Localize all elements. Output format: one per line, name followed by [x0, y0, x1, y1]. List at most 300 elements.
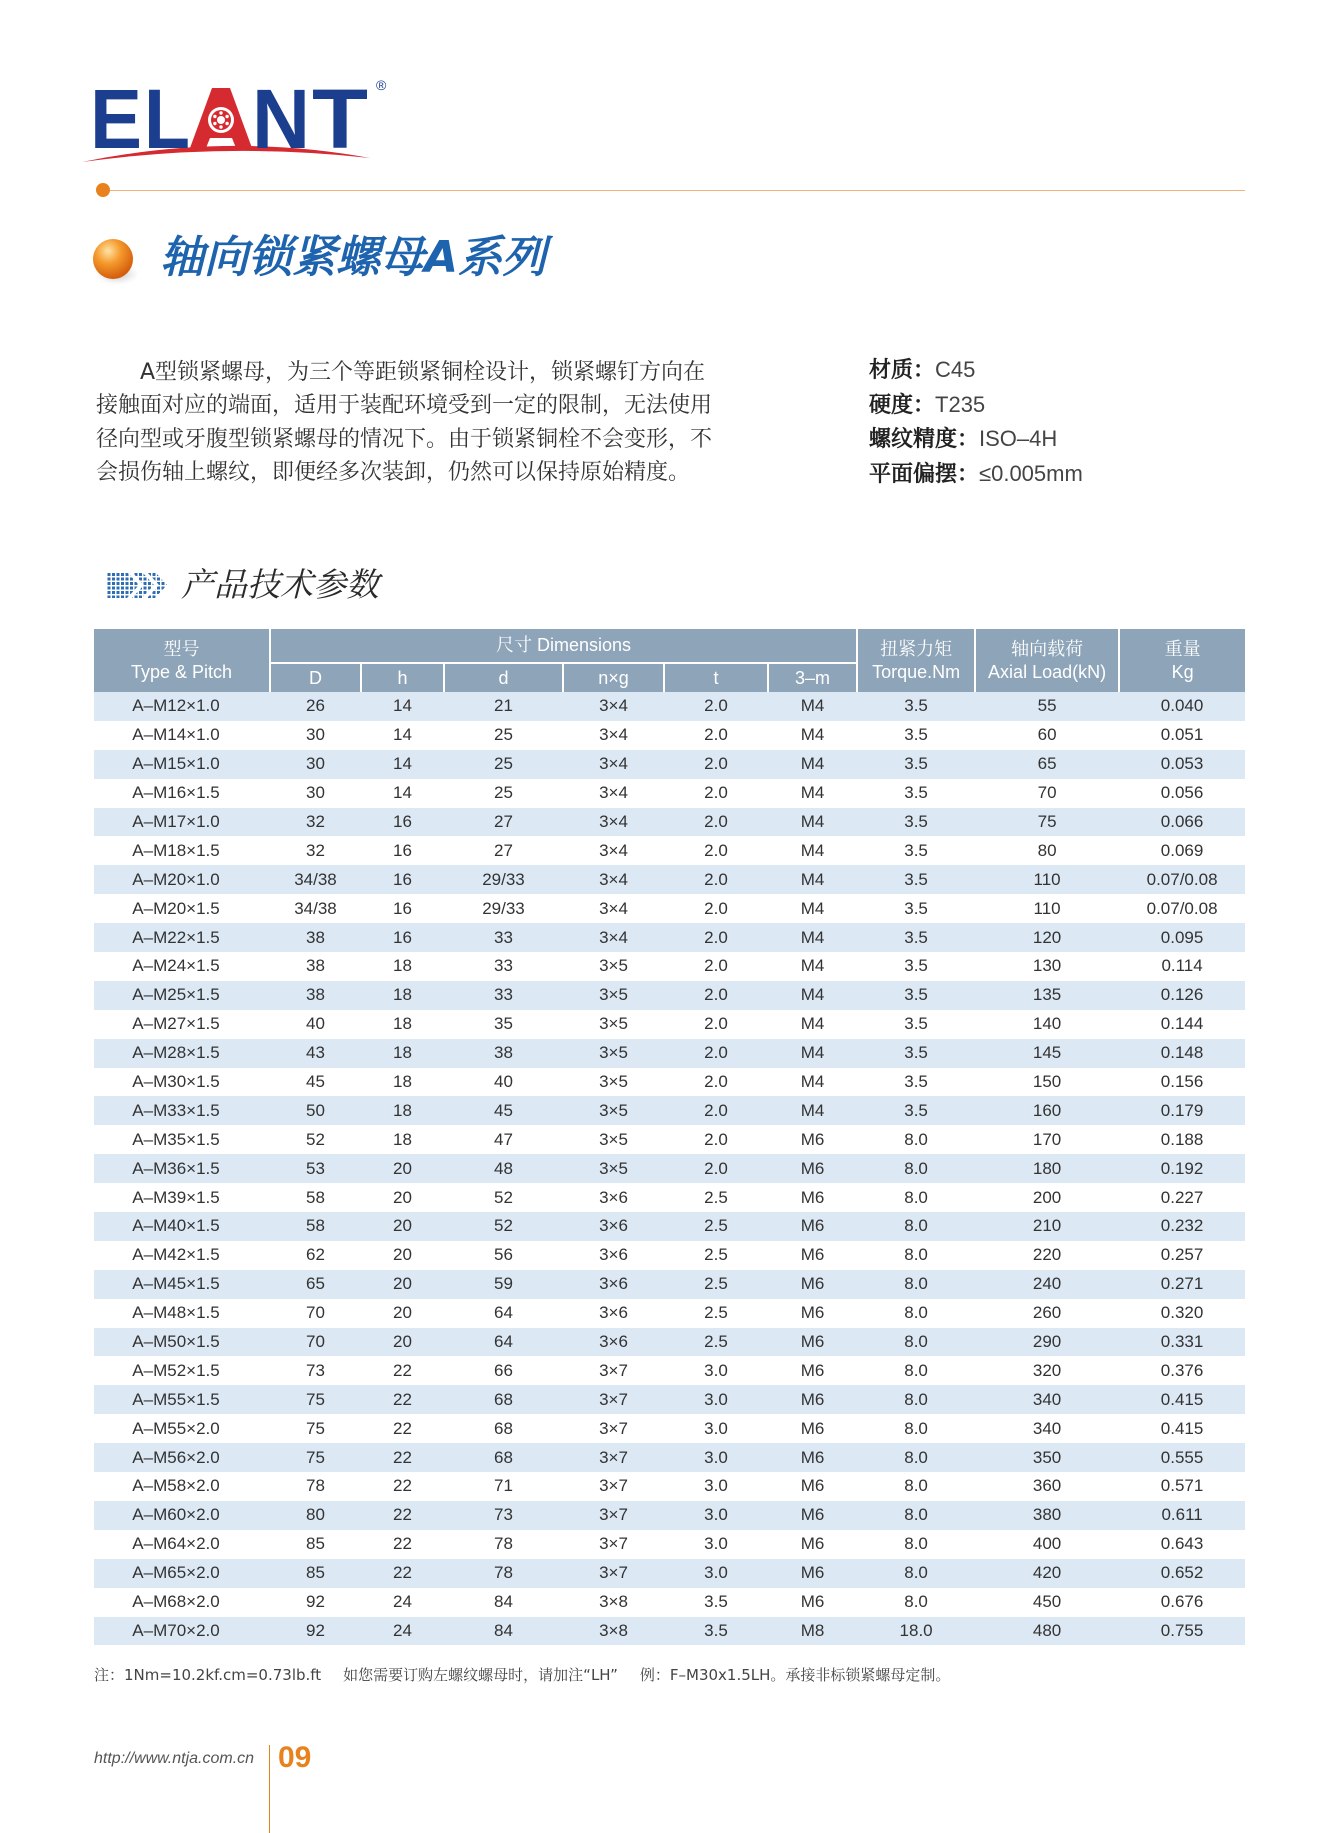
- cell-weight: 0.066: [1119, 808, 1245, 837]
- cell-t: 2.0: [664, 1096, 768, 1125]
- intro-line: A型锁紧螺母，为三个等距锁紧铜栓设计，锁紧螺钉方向在: [140, 360, 706, 385]
- cell-axial-load: 160: [975, 1096, 1119, 1125]
- cell-h: 20: [361, 1270, 444, 1299]
- cell-3m: M6: [768, 1559, 857, 1588]
- cell-weight: 0.179: [1119, 1096, 1245, 1125]
- subheader-t: t: [664, 663, 768, 692]
- cell-weight: 0.056: [1160, 783, 1204, 803]
- cell-torque: 18.0: [857, 1617, 975, 1646]
- cell-weight: 0.07/0.08: [1119, 865, 1245, 894]
- cell-d: 52: [444, 1212, 563, 1241]
- cell-D: 85: [270, 1559, 361, 1588]
- cell-d: 29/33: [444, 865, 563, 894]
- cell-h: 20: [361, 1154, 444, 1183]
- cell-torque: 3.5: [857, 923, 975, 952]
- cell-h: 22: [361, 1559, 444, 1588]
- table-row: [94, 1010, 1245, 1039]
- cell-3m: M6: [768, 1154, 857, 1183]
- cell-d: 78: [494, 1534, 513, 1554]
- cell-D: 62: [306, 1245, 325, 1265]
- cell-torque: 3.5: [904, 898, 928, 918]
- cell-type-pitch: A–M14×1.0: [132, 725, 220, 745]
- cell-axial-load: 340: [1032, 1418, 1062, 1438]
- cell-axial-load: 290: [975, 1328, 1119, 1357]
- cell-d: 56: [494, 1245, 513, 1265]
- cell-axial-load: 400: [1032, 1534, 1062, 1554]
- cell-3m: M6: [800, 1303, 825, 1323]
- table-row: [94, 1270, 1245, 1299]
- cell-axial-load: 140: [1032, 1014, 1062, 1034]
- cell-weight: 0.415: [1119, 1385, 1245, 1414]
- cell-axial-load: 240: [975, 1270, 1119, 1299]
- cell-D: 92: [306, 1592, 325, 1612]
- cell-nxg: 3×4: [599, 783, 628, 803]
- cell-d: 21: [444, 692, 563, 721]
- cell-type-pitch: A–M12×1.0: [94, 692, 270, 721]
- header-divider: [103, 190, 1245, 191]
- cell-t: 3.0: [664, 1443, 768, 1472]
- cell-t: 2.5: [704, 1303, 728, 1323]
- cell-weight: 0.755: [1119, 1617, 1245, 1646]
- spec-face-runout: [869, 457, 1083, 492]
- cell-axial-load: 320: [1032, 1360, 1062, 1380]
- cell-3m: M4: [768, 981, 857, 1010]
- footer-divider: [269, 1745, 270, 1833]
- cell-nxg: 3×8: [599, 1592, 628, 1612]
- cell-torque: 3.5: [857, 1039, 975, 1068]
- cell-weight: 0.126: [1119, 981, 1245, 1010]
- table-row: [94, 1328, 1245, 1357]
- cell-h: 24: [361, 1617, 444, 1646]
- cell-t: 2.0: [664, 808, 768, 837]
- cell-3m: M4: [800, 725, 825, 745]
- header-weight: [1119, 629, 1245, 692]
- cell-h: 14: [393, 783, 412, 803]
- subheader-nxg: n×g: [563, 663, 664, 692]
- cell-t: 3.0: [664, 1501, 768, 1530]
- cell-h: 22: [393, 1534, 412, 1554]
- table-row: [94, 894, 1245, 923]
- cell-t: 3.5: [664, 1617, 768, 1646]
- cell-h: 20: [361, 1328, 444, 1357]
- cell-t: 2.0: [704, 783, 728, 803]
- cell-type-pitch: A–M45×1.5: [94, 1270, 270, 1299]
- cell-type-pitch: A–M30×1.5: [132, 1072, 220, 1092]
- header-label-cn: 扭紧力矩: [880, 638, 953, 660]
- cell-3m: M4: [768, 865, 857, 894]
- cell-weight: 0.040: [1119, 692, 1245, 721]
- cell-t: 2.5: [664, 1328, 768, 1357]
- cell-3m: M4: [800, 783, 825, 803]
- cell-t: 2.0: [704, 1072, 728, 1092]
- cell-3m: M6: [800, 1245, 825, 1265]
- cell-nxg: 3×6: [563, 1270, 664, 1299]
- cell-t: 2.0: [704, 840, 728, 860]
- cell-torque: 8.0: [904, 1187, 928, 1207]
- cell-nxg: 3×6: [599, 1303, 628, 1323]
- cell-torque: 3.5: [857, 808, 975, 837]
- registered-mark: ®: [376, 77, 387, 93]
- cell-t: 3.0: [664, 1559, 768, 1588]
- divider-dot: [96, 183, 110, 197]
- cell-3m: M6: [800, 1418, 825, 1438]
- cell-D: 92: [270, 1617, 361, 1646]
- page-title: 轴向锁紧螺母A系列: [160, 232, 547, 283]
- cell-d: 73: [444, 1501, 563, 1530]
- cell-3m: M6: [800, 1534, 825, 1554]
- spec-value: ISO–4H: [979, 426, 1058, 452]
- header-axial-load: [975, 629, 1119, 692]
- table-row: [94, 952, 1245, 981]
- spec-hardness: [869, 388, 1083, 423]
- cell-nxg: 3×4: [563, 750, 664, 779]
- cell-nxg: 3×7: [563, 1385, 664, 1414]
- cell-t: 3.0: [704, 1360, 728, 1380]
- cell-d: 68: [444, 1443, 563, 1472]
- cell-type-pitch: A–M56×2.0: [94, 1443, 270, 1472]
- cell-torque: 3.5: [904, 956, 928, 976]
- cell-type-pitch: A–M48×1.5: [132, 1303, 220, 1323]
- header-label-cn: 型号: [163, 638, 200, 660]
- cell-D: 80: [270, 1501, 361, 1530]
- cell-D: 70: [306, 1303, 325, 1323]
- cell-nxg: 3×7: [563, 1443, 664, 1472]
- cell-type-pitch: A–M55×1.5: [94, 1385, 270, 1414]
- cell-h: 20: [393, 1245, 412, 1265]
- cell-h: 16: [361, 865, 444, 894]
- cell-3m: M8: [768, 1617, 857, 1646]
- cell-h: 16: [361, 808, 444, 837]
- cell-t: 2.0: [704, 956, 728, 976]
- title-bullet-icon: [86, 232, 142, 288]
- cell-d: 71: [494, 1476, 513, 1496]
- cell-D: 38: [270, 981, 361, 1010]
- cell-3m: M6: [768, 1443, 857, 1472]
- cell-t: 2.0: [664, 923, 768, 952]
- cell-nxg: 3×7: [563, 1501, 664, 1530]
- cell-type-pitch: A–M40×1.5: [94, 1212, 270, 1241]
- table-row: [94, 1154, 1245, 1183]
- table-row: [94, 1299, 1245, 1328]
- elant-logo: [78, 68, 398, 168]
- table-row: [94, 1385, 1245, 1414]
- cell-type-pitch: A–M20×1.0: [94, 865, 270, 894]
- section-title: 产品技术参数: [181, 565, 379, 604]
- cell-h: 14: [393, 725, 412, 745]
- cell-t: 2.0: [664, 750, 768, 779]
- cell-h: 24: [393, 1592, 412, 1612]
- cell-axial-load: 180: [975, 1154, 1119, 1183]
- cell-D: 30: [306, 783, 325, 803]
- cell-type-pitch: A–M64×2.0: [132, 1534, 220, 1554]
- cell-nxg: 3×7: [599, 1360, 628, 1380]
- cell-D: 38: [270, 923, 361, 952]
- cell-weight: 0.571: [1160, 1476, 1204, 1496]
- spec-thread-precision: [869, 422, 1083, 457]
- logo-letter-n: N: [252, 72, 310, 166]
- cell-nxg: 3×4: [563, 865, 664, 894]
- cell-nxg: 3×7: [599, 1476, 628, 1496]
- cell-t: 2.0: [664, 1154, 768, 1183]
- subheader-h: h: [361, 663, 444, 692]
- table-row: [94, 1096, 1245, 1125]
- cell-weight: 0.095: [1119, 923, 1245, 952]
- cell-3m: M4: [800, 1072, 825, 1092]
- cell-h: 18: [393, 1072, 412, 1092]
- header-label-cn: 轴向载荷: [1011, 638, 1084, 660]
- header-label-en: Torque.Nm: [872, 661, 961, 682]
- table-row: [94, 1443, 1245, 1472]
- cell-type-pitch: A–M52×1.5: [132, 1360, 220, 1380]
- cell-torque: 8.0: [904, 1534, 928, 1554]
- table-row: [94, 1588, 1245, 1617]
- cell-axial-load: 450: [1032, 1592, 1062, 1612]
- cell-3m: M4: [800, 1014, 825, 1034]
- cell-axial-load: 420: [975, 1559, 1119, 1588]
- cell-d: 66: [494, 1360, 513, 1380]
- cell-torque: 8.0: [904, 1418, 928, 1438]
- cell-type-pitch: A–M39×1.5: [132, 1187, 220, 1207]
- cell-type-pitch: A–M68×2.0: [132, 1592, 220, 1612]
- cell-d: 64: [494, 1303, 513, 1323]
- table-row: [94, 1530, 1245, 1559]
- cell-torque: 8.0: [904, 1360, 928, 1380]
- cell-h: 22: [361, 1443, 444, 1472]
- cell-weight: 0.232: [1119, 1212, 1245, 1241]
- cell-D: 75: [270, 1385, 361, 1414]
- cell-weight: 0.148: [1119, 1039, 1245, 1068]
- cell-nxg: 3×7: [599, 1418, 628, 1438]
- cell-nxg: 3×4: [599, 898, 628, 918]
- cell-h: 18: [393, 1014, 412, 1034]
- cell-t: 3.0: [664, 1385, 768, 1414]
- cell-nxg: 3×6: [599, 1187, 628, 1207]
- cell-torque: 3.5: [857, 981, 975, 1010]
- cell-t: 2.5: [664, 1212, 768, 1241]
- table-row: [94, 1559, 1245, 1588]
- table-row: [94, 1039, 1245, 1068]
- cell-nxg: 3×5: [599, 1014, 628, 1034]
- cell-d: 40: [494, 1072, 513, 1092]
- cell-t: 2.0: [704, 1014, 728, 1034]
- cell-D: 40: [306, 1014, 325, 1034]
- table-row: [94, 1472, 1245, 1501]
- cell-nxg: 3×5: [599, 1129, 628, 1149]
- header-label-cn: 重量: [1164, 638, 1201, 660]
- subheader-D: D: [270, 663, 361, 692]
- footnote-left-thread: 如您需要订购左螺纹螺母时，请加注“LH”: [343, 1666, 618, 1684]
- cell-d: 25: [444, 750, 563, 779]
- logo-letter-l: L: [144, 72, 190, 166]
- cell-nxg: 3×8: [563, 1617, 664, 1646]
- table-row: [94, 692, 1245, 721]
- header-label-en: Kg: [1171, 661, 1194, 682]
- cell-weight: 0.156: [1160, 1072, 1204, 1092]
- cell-t: 2.5: [704, 1187, 728, 1207]
- table-row: [94, 1241, 1245, 1270]
- intro-line: 径向型或牙腹型锁紧螺母的情况下。由于锁紧铜栓不会变形，不: [96, 426, 713, 452]
- cell-d: 47: [494, 1129, 513, 1149]
- cell-weight: 0.051: [1160, 725, 1204, 745]
- cell-torque: 8.0: [857, 1385, 975, 1414]
- cell-weight: 0.053: [1119, 750, 1245, 779]
- cell-torque: 8.0: [857, 1270, 975, 1299]
- footnote: [94, 1664, 972, 1686]
- table-row: [94, 750, 1245, 779]
- cell-d: 38: [444, 1039, 563, 1068]
- cell-D: 85: [306, 1534, 325, 1554]
- table-row: [94, 779, 1245, 808]
- cell-3m: M4: [768, 1039, 857, 1068]
- cell-h: 18: [361, 1096, 444, 1125]
- cell-3m: M4: [800, 840, 825, 860]
- cell-type-pitch: A–M22×1.5: [94, 923, 270, 952]
- table-row: [94, 981, 1245, 1010]
- cell-3m: M6: [800, 1360, 825, 1380]
- header-type-pitch: [94, 629, 270, 692]
- header-torque: [857, 629, 975, 692]
- cell-type-pitch: A–M17×1.0: [94, 808, 270, 837]
- table-header-row: [94, 629, 1245, 663]
- cell-3m: M6: [800, 1187, 825, 1207]
- cell-D: 75: [270, 1443, 361, 1472]
- cell-type-pitch: A–M50×1.5: [94, 1328, 270, 1357]
- cell-torque: 3.5: [904, 840, 928, 860]
- spec-label: 材质：: [869, 358, 936, 383]
- cell-weight: 0.331: [1119, 1328, 1245, 1357]
- header-label-en: Axial Load(kN): [988, 661, 1107, 682]
- cell-type-pitch: A–M15×1.0: [94, 750, 270, 779]
- intro-line: 接触面对应的端面，适用于装配环境受到一定的限制，无法使用: [96, 393, 713, 419]
- table-row: [94, 1356, 1245, 1385]
- cell-weight: 0.188: [1160, 1129, 1204, 1149]
- cell-t: 3.0: [704, 1418, 728, 1438]
- cell-axial-load: 220: [1032, 1245, 1062, 1265]
- cell-D: 32: [270, 808, 361, 837]
- cell-h: 22: [361, 1501, 444, 1530]
- cell-nxg: 3×7: [563, 1559, 664, 1588]
- cell-nxg: 3×4: [563, 808, 664, 837]
- cell-type-pitch: A–M24×1.5: [132, 956, 220, 976]
- cell-D: 43: [270, 1039, 361, 1068]
- header-label-en: Type & Pitch: [130, 661, 233, 682]
- cell-weight: 0.652: [1119, 1559, 1245, 1588]
- cell-axial-load: 130: [1032, 956, 1062, 976]
- cell-weight: 0.257: [1160, 1245, 1204, 1265]
- cell-h: 22: [361, 1385, 444, 1414]
- cell-d: 33: [494, 956, 513, 976]
- cell-h: 16: [361, 923, 444, 952]
- cell-d: 33: [444, 923, 563, 952]
- cell-axial-load: 80: [1037, 840, 1057, 860]
- cell-axial-load: 260: [1032, 1303, 1062, 1323]
- table-body: [94, 692, 1245, 1645]
- cell-axial-load: 480: [975, 1617, 1119, 1646]
- cell-D: 38: [306, 956, 325, 976]
- cell-axial-load: 350: [975, 1443, 1119, 1472]
- cell-torque: 3.5: [857, 865, 975, 894]
- cell-torque: 8.0: [857, 1212, 975, 1241]
- cell-d: 29/33: [482, 898, 525, 918]
- cell-torque: 3.5: [904, 725, 928, 745]
- cell-d: 78: [444, 1559, 563, 1588]
- cell-D: 78: [306, 1476, 325, 1496]
- cell-nxg: 3×5: [599, 956, 628, 976]
- table-row: [94, 721, 1245, 750]
- double-arrow-icon: [107, 568, 169, 602]
- table-row: [94, 808, 1245, 837]
- cell-D: 26: [270, 692, 361, 721]
- cell-h: 18: [361, 1039, 444, 1068]
- material-specs: [869, 353, 1083, 491]
- cell-type-pitch: A–M25×1.5: [94, 981, 270, 1010]
- cell-t: 2.0: [664, 1039, 768, 1068]
- cell-torque: 8.0: [904, 1129, 928, 1149]
- cell-axial-load: 340: [975, 1385, 1119, 1414]
- cell-d: 33: [444, 981, 563, 1010]
- cell-nxg: 3×4: [563, 923, 664, 952]
- cell-3m: M4: [768, 923, 857, 952]
- cell-t: 2.0: [664, 981, 768, 1010]
- spec-value: ≤0.005mm: [979, 460, 1083, 486]
- cell-D: 52: [306, 1129, 325, 1149]
- cell-h: 22: [393, 1418, 412, 1438]
- cell-nxg: 3×5: [563, 1096, 664, 1125]
- table-row: [94, 836, 1245, 865]
- cell-type-pitch: A–M35×1.5: [132, 1129, 220, 1149]
- table-row: [94, 1414, 1245, 1443]
- cell-torque: 3.5: [904, 1014, 928, 1034]
- cell-nxg: 3×7: [599, 1534, 628, 1554]
- cell-d: 84: [494, 1592, 513, 1612]
- cell-torque: 8.0: [857, 1443, 975, 1472]
- spec-label: 螺纹精度：: [869, 427, 980, 453]
- cell-h: 18: [393, 956, 412, 976]
- cell-type-pitch: A–M60×2.0: [94, 1501, 270, 1530]
- cell-h: 22: [393, 1360, 412, 1380]
- cell-type-pitch: A–M33×1.5: [94, 1096, 270, 1125]
- footer-url: http://www.ntja.com.cn: [94, 1750, 255, 1767]
- cell-3m: M4: [768, 692, 857, 721]
- spec-label: 硬度：: [869, 392, 936, 418]
- cell-axial-load: 135: [975, 981, 1119, 1010]
- cell-type-pitch: A–M20×1.5: [132, 898, 220, 918]
- cell-h: 18: [393, 1129, 412, 1149]
- cell-weight: 0.376: [1160, 1360, 1204, 1380]
- cell-d: 48: [444, 1154, 563, 1183]
- cell-torque: 8.0: [904, 1476, 928, 1496]
- table-row: [94, 1183, 1245, 1212]
- cell-D: 58: [306, 1187, 325, 1207]
- cell-torque: 8.0: [904, 1245, 928, 1265]
- cell-type-pitch: A–M36×1.5: [94, 1154, 270, 1183]
- cell-D: 34/38: [270, 865, 361, 894]
- cell-axial-load: 360: [1032, 1476, 1062, 1496]
- product-spec-table: [94, 629, 1245, 1645]
- cell-weight: 0.415: [1160, 1418, 1204, 1438]
- header-dimensions: 尺寸 Dimensions: [270, 629, 857, 663]
- cell-t: 2.0: [704, 1129, 728, 1149]
- cell-weight: 0.069: [1160, 840, 1204, 860]
- cell-axial-load: 110: [975, 865, 1119, 894]
- cell-d: 45: [444, 1096, 563, 1125]
- cell-nxg: 3×4: [599, 725, 628, 745]
- cell-nxg: 3×6: [563, 1328, 664, 1357]
- cell-torque: 3.5: [857, 750, 975, 779]
- cell-nxg: 3×4: [599, 840, 628, 860]
- cell-torque: 8.0: [904, 1303, 928, 1323]
- cell-h: 20: [361, 1212, 444, 1241]
